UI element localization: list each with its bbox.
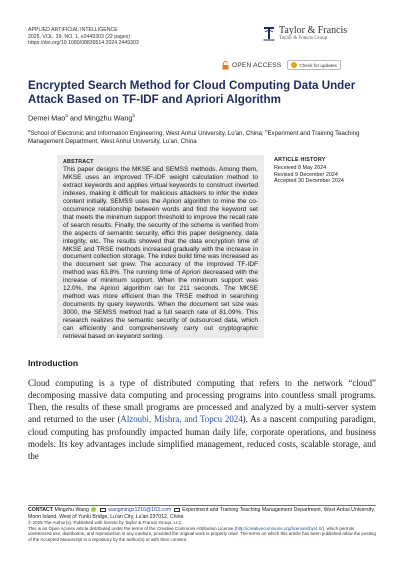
mail-icon bbox=[174, 508, 180, 512]
article-title: Encrypted Search Method for Cloud Computing Data Under Attack Based on TF-IDF and Apriori Algorithm bbox=[28, 79, 356, 107]
author-conjunction: and bbox=[67, 113, 85, 123]
contact-line bbox=[28, 507, 378, 520]
article-history bbox=[274, 157, 344, 185]
history-revised: Revised 9 December 2024 bbox=[274, 171, 338, 178]
publisher-name: Taylor & Francis bbox=[279, 24, 348, 36]
affiliation-a: School of Electronic and Information Engineering, West Anhui University, Lu'an, China; bbox=[30, 130, 266, 138]
journal-meta bbox=[28, 27, 139, 47]
footer-divider bbox=[28, 505, 376, 506]
author-name[interactable]: Mingzhu Wang bbox=[84, 113, 133, 123]
abstract-heading: ABSTRACT bbox=[63, 159, 94, 165]
history-received: Received 8 May 2024 bbox=[274, 164, 327, 171]
affiliation-mark: a bbox=[28, 128, 31, 133]
footer bbox=[28, 507, 378, 543]
history-heading: ARTICLE HISTORY bbox=[274, 157, 326, 163]
license-post: ), which permits unrestricted use, distribution, and reproduction in any medium, provided the original work is properly cited. The terms on which this article has been published allow the posting of the Accepted Manuscript in a repository by the author(s) or with their consent. bbox=[28, 525, 376, 542]
check-for-updates-label: Check for updates bbox=[299, 62, 337, 68]
publisher-logo[interactable] bbox=[262, 24, 347, 42]
taylor-francis-logo-icon bbox=[262, 24, 276, 42]
contact-name: Mingzhu Wang bbox=[54, 507, 89, 513]
journal-name: APPLIED ARTIFICIAL INTELLIGENCE bbox=[28, 27, 118, 33]
contact-address: Experiment and Training Teaching Management Department, West Anhui University, Moon Island, West of Yunlu Bridge, Lu'an City, Lu'an 237012, China bbox=[28, 507, 375, 520]
publisher-group: Taylor & Francis Group bbox=[279, 35, 328, 41]
license-link[interactable]: http://creativecommons.org/licenses/by/4.0/ bbox=[236, 525, 323, 531]
orcid-icon[interactable] bbox=[91, 507, 96, 512]
copyright-line: © 2025 The Author(s). Published with license by Taylor & Francis Group, LLC. bbox=[28, 520, 183, 526]
affiliation-mark: a bbox=[65, 113, 68, 118]
abstract-box bbox=[57, 155, 264, 341]
journal-doi-link[interactable]: https://doi.org/10.1080/08839514.2024.2449303 bbox=[28, 40, 139, 47]
license-text bbox=[28, 526, 378, 543]
open-lock-icon bbox=[222, 61, 229, 70]
access-row bbox=[222, 60, 341, 70]
affiliation-mark: b bbox=[265, 128, 268, 133]
introduction-paragraph bbox=[28, 377, 376, 462]
abstract-text: This paper designs the MKSE and SEMSS methods. Among them, MKSE uses an improved TF-IDF weight calculation method to extract keywords and applies virtual keywords to construct inverted indexes, making it difficult for malicious attackers to infer the index content initially. SEMSS uses the Apriori algorithm to mine the co-occurrence relationship between words and find the keyword set that meets the minimum support threshold to improve the recall rate of search results. Finally, the security of the scheme is verified from the aspects of semantic security, effici this paper designency, data integrity, etc. The results showed that the data encryption time of MKSE and TRSE methods increased gradually with the increase in document collection storage. The index build time was increased as the document set grew. The accuracy of the improved TF-IDF method was 63.8%. The running time of Apriori decreased with the increase of minimum support. When the minimum support was 12.0%, the Apriori algorithm ran for 211 seconds. The MKSE method was more efficient than the TRSE method in searching documents by query keywords. When the document set size was 3000, the SEMSS method had a full search rate of 81.09%. This research realizes the semantic security of outsourced data, which can efficiently and comprehensively carry out cryptographic retrieval based on keyword sorting. bbox=[63, 166, 258, 341]
author-name[interactable]: Demei Mao bbox=[28, 113, 66, 123]
check-for-updates-button[interactable] bbox=[287, 60, 340, 70]
open-access-label: OPEN ACCESS bbox=[232, 61, 282, 69]
mail-icon bbox=[100, 508, 106, 512]
crossmark-icon bbox=[291, 62, 297, 68]
affiliations bbox=[28, 127, 378, 146]
intro-text-part1: Cloud computing is a type of distributed computing that refers to the network “cloud” decomposing massive data computing and processing programs into countless small programs. Then, the results of these small programs are processed and analyzed by a multi-server system and returned to the user ( bbox=[28, 378, 376, 425]
journal-issue: 2025, VOL. 39, NO. 1, e2449303 (22 pages) bbox=[28, 33, 131, 40]
intro-text-part2: ). As a nascent computing paradigm, cloud computing has profoundly impacted human daily life, corporate operations, and business models. Its key advantages include simplified management, reduced costs, scalable storage, and the bbox=[28, 414, 376, 461]
contact-email-link[interactable]: wangmingz1216@163.com bbox=[108, 507, 172, 513]
affiliation-b: Experiment and Training Teaching Management Department, West Anhui University, Lu'an, China bbox=[28, 130, 360, 146]
author-list bbox=[28, 113, 135, 122]
history-accepted: Accepted 30 December 2024 bbox=[274, 178, 344, 185]
license-pre: This is an Open Access article distributed under the terms of the Creative Commons Attribution License ( bbox=[28, 525, 237, 531]
introduction-heading: Introduction bbox=[28, 358, 79, 368]
contact-label: CONTACT bbox=[28, 507, 53, 513]
citation-link[interactable]: Alzoubi, Mishra, and Topcu 2024 bbox=[120, 414, 243, 425]
affiliation-mark: b bbox=[132, 113, 135, 118]
